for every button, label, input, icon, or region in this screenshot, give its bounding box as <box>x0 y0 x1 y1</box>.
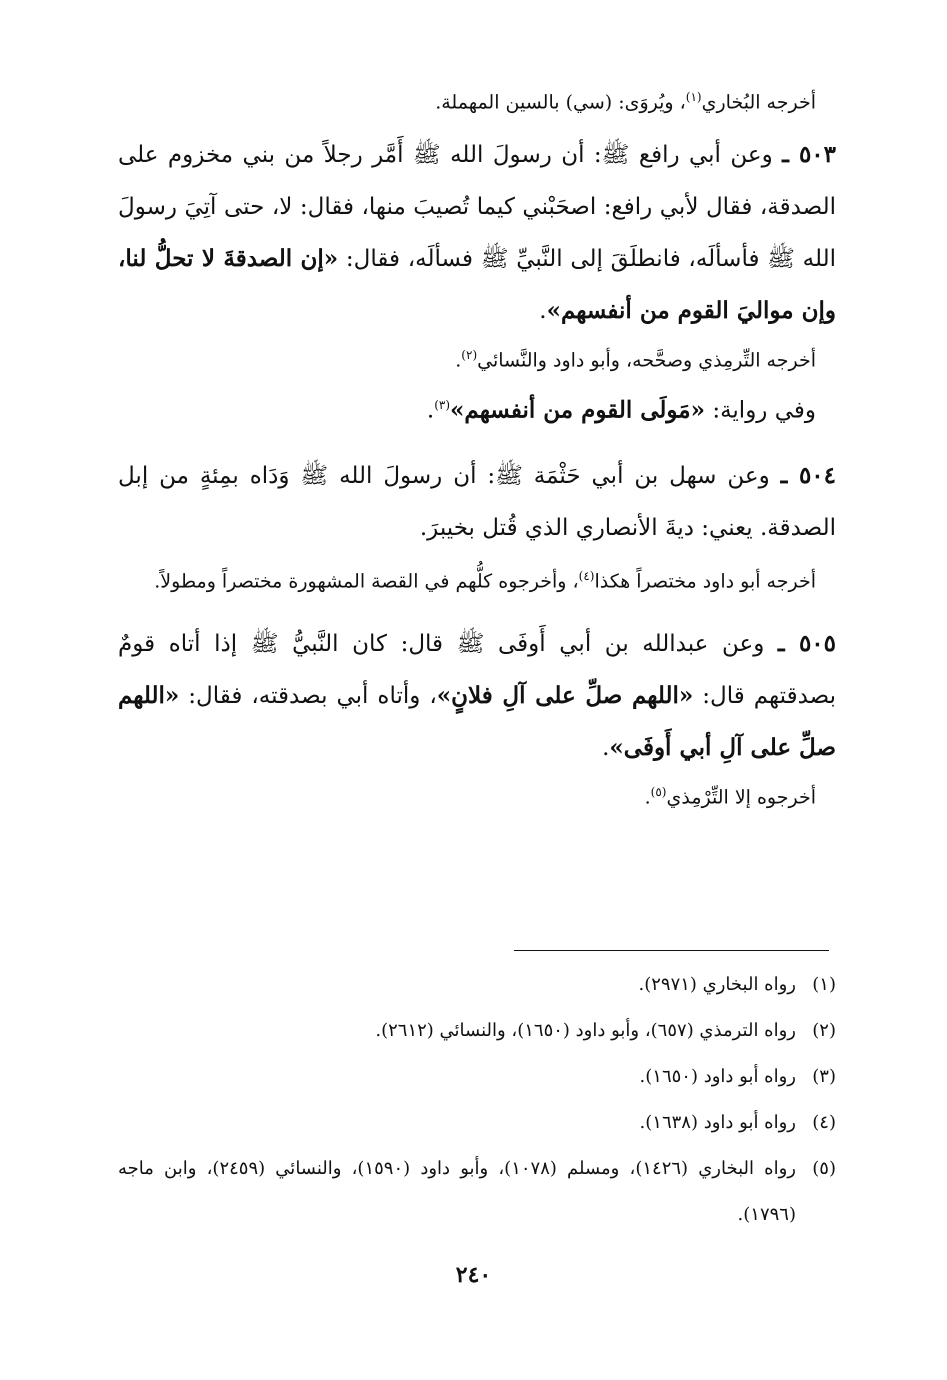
hadith-number: ٥٠٤ ـ <box>780 462 837 490</box>
riwaya-text: وفي رواية: <box>712 397 816 424</box>
page-body <box>118 80 836 815</box>
hadith-text: وعن عبدالله بن أبي أَوفَى ﷺ قال: كان النَّبيُّ ﷺ إذا أتاه قومٌ بصدقتهم قال: <box>118 630 836 709</box>
footnote-item <box>118 1146 836 1238</box>
punctuation: . <box>644 785 651 808</box>
punctuation: . <box>602 734 610 761</box>
footnote-ref: (٤) <box>578 569 595 584</box>
source-text: ، وأخرجوه كلُّهم في القصة المشهورة مختصراً ومطولاً. <box>154 570 579 593</box>
hadith-503 <box>118 129 836 337</box>
footnote-number: (٣) <box>812 1066 836 1087</box>
footnote-text: رواه أبو داود (١٦٣٨). <box>639 1112 796 1133</box>
footnote-ref: (٣) <box>434 397 451 412</box>
hadith-number: ٥٠٥ ـ <box>777 629 836 657</box>
footnote-ref: (٢) <box>461 348 478 363</box>
footnote-text: رواه الترمذي (٦٥٧)، وأبو داود (١٦٥٠)، والنسائي (٢٦١٢). <box>375 1020 796 1041</box>
hadith-text: وعن أبي رافع ﷺ: أن رسولَ الله ﷺ أَمَّر رجلاً من بني مخزوم على الصدقة، فقال لأبي رافع: اصحَبْني كيما تُصيبَ منها، فقال: لا، حتى آتِيَ رسولَ الله ﷺ فأسألَه، فانطلَقَ إلى النَّبيِّ ﷺ فسألَه، فقال: <box>118 142 836 273</box>
source-text: أخرجه أبو داود مختصراً هكذا <box>594 570 816 593</box>
footnotes <box>118 962 836 1238</box>
footnote-text: رواه البخاري (٢٩٧١). <box>638 974 796 995</box>
footnote-text: رواه البخاري (١٤٢٦)، ومسلم (١٠٧٨)، وأبو داود (١٥٩٠)، والنسائي (٢٤٥٩)، وابن ماجه (١٧٩٦). <box>118 1158 796 1225</box>
top-line-text: ، ويُروَى: (سي) بالسين المهملة. <box>435 91 686 114</box>
footnote-item <box>118 962 836 1008</box>
riwaya-quote: «مَولَى القوم من أنفسهم» <box>450 396 706 424</box>
footnote-number: (١) <box>812 974 836 995</box>
footnote-item <box>118 1100 836 1146</box>
hadith-504-source <box>118 554 816 603</box>
page-number: ٢٤٠ <box>455 1262 492 1288</box>
footnote-number: (٤) <box>812 1112 836 1133</box>
footnote-item <box>118 1008 836 1054</box>
hadith-quote: «اللهم صلِّ على آلِ فلانٍ» <box>436 681 694 709</box>
hadith-503-riwaya <box>118 379 816 437</box>
footnote-ref: (١) <box>685 90 702 104</box>
punctuation: . <box>539 298 547 325</box>
footnote-text: رواه أبو داود (١٦٥٠). <box>639 1066 796 1087</box>
hadith-number: ٥٠٣ ـ <box>782 141 836 169</box>
hadith-text: ، وأتاه أبي بصدقته، فقال: <box>188 682 437 709</box>
footnote-number: (٥) <box>812 1158 836 1179</box>
punctuation: . <box>455 349 462 372</box>
hadith-text: وعن سهل بن أبي حَثْمَة ﷺ: أن رسولَ الله ﷺ وَدَاه بمِئةٍ من إبل الصدقة. يعني: ديةَ الأنصاري الذي قُتل بخيبرَ. <box>118 463 836 542</box>
top-line-text: أخرجه البُخاري <box>701 91 816 114</box>
hadith-504 <box>118 450 836 554</box>
hadith-quote: «اللهم صلِّ على آلِ أبي أَوفَى» <box>118 681 836 761</box>
punctuation: . <box>426 397 435 424</box>
footnote-separator <box>514 950 829 951</box>
source-text: أخرجوه إلا التِّرْمِذي <box>666 785 816 808</box>
footnote-item <box>118 1054 836 1100</box>
hadith-505-source <box>118 774 816 815</box>
hadith-505 <box>118 618 836 774</box>
source-text: أخرجه التِّرمِذي وصحَّحه، وأبو داود والنَّسائي <box>477 349 816 372</box>
footnote-ref: (٥) <box>650 784 667 799</box>
hadith-503-source <box>118 337 816 378</box>
footnote-number: (٢) <box>812 1020 836 1041</box>
hadith-quote: «إن الصدقةَ لا تحلُّ لنا، وإن مواليَ القوم من أنفسهم» <box>118 245 836 325</box>
top-line <box>118 80 816 119</box>
